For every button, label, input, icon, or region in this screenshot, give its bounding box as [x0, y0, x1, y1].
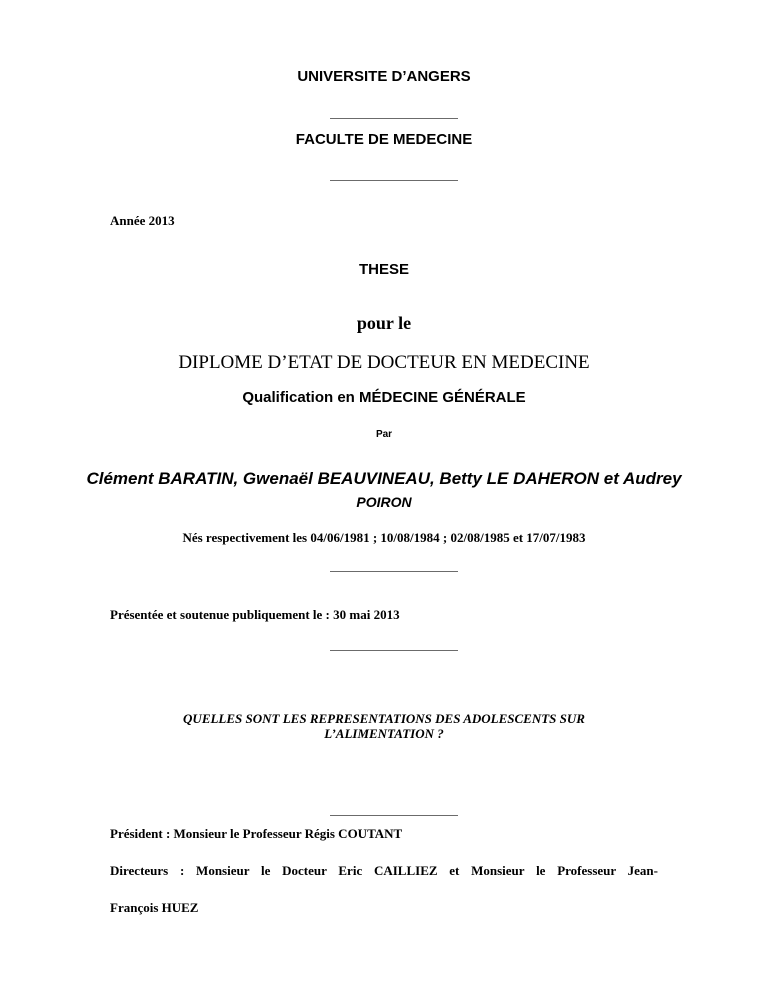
authors-line-2: POIRON [356, 494, 412, 510]
directeurs-line-1: Directeurs : Monsieur le Docteur Eric CAILLIEZ et Monsieur le Professeur Jean- [110, 863, 658, 878]
university-name: UNIVERSITE D’ANGERS [297, 68, 471, 85]
directeurs-line-2: François HUEZ [110, 900, 199, 915]
qualification-text: Qualification en MÉDECINE GÉNÉRALE [242, 389, 526, 406]
divider [330, 118, 458, 119]
defense-date: Présentée et soutenue publiquement le : 30 mai 2013 [110, 607, 400, 622]
year-label: Année 2013 [110, 213, 175, 228]
divider [330, 180, 458, 181]
authors-line-1: Clément BARATIN, Gwenaël BEAUVINEAU, Betty LE DAHERON et Audrey [86, 469, 682, 488]
diploma-title: DIPLOME D’ETAT DE DOCTEUR EN MEDECINE [178, 352, 590, 373]
divider [330, 815, 458, 816]
thesis-title-line-2: L’ALIMENTATION ? [324, 726, 444, 741]
divider [330, 650, 458, 651]
birth-dates: Nés respectivement les 04/06/1981 ; 10/08/1984 ; 02/08/1985 et 17/07/1983 [182, 530, 586, 545]
thesis-title-line-1: QUELLES SONT LES REPRESENTATIONS DES ADOLESCENTS SUR [183, 711, 585, 726]
par-text: Par [375, 429, 393, 440]
these-heading: THESE [358, 261, 409, 278]
faculty-name: FACULTE DE MEDECINE [295, 131, 473, 148]
pour-le-text: pour le [356, 313, 412, 333]
president-line: Président : Monsieur le Professeur Régis COUTANT [110, 826, 403, 841]
divider [330, 571, 458, 572]
